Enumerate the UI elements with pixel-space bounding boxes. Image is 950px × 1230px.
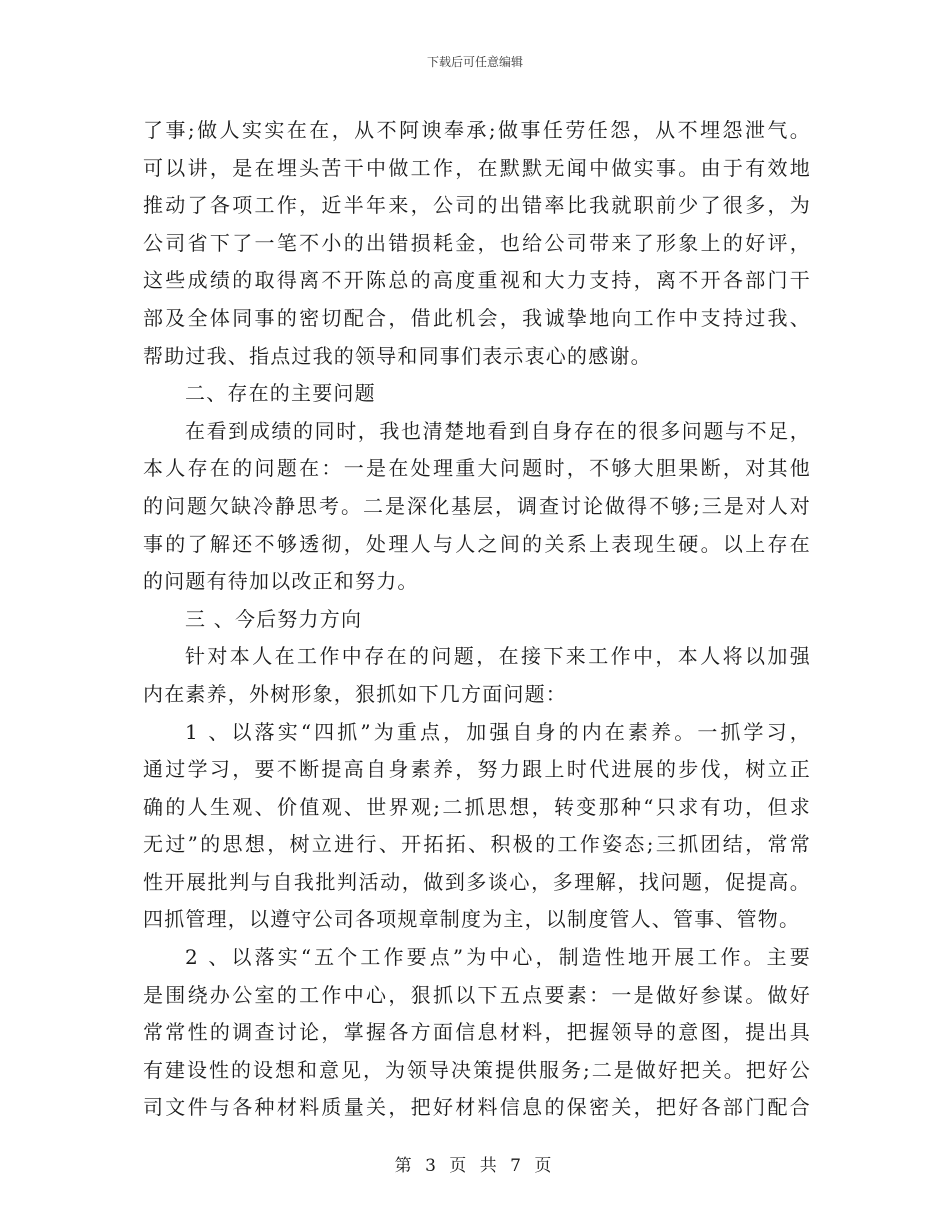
text-line: 2 、以落实“五个工作要点”为中心，制造性地开展工作。主要 [185, 945, 811, 970]
section-heading: 三 、今后努力方向 [185, 606, 363, 631]
text-line: 的问题有待加以改正和努力。 [143, 569, 419, 594]
text-line: 推动了各项工作，近半年来，公司的出错率比我就职前少了很多，为 [143, 193, 811, 218]
page-number-footer: 第 3 页 共 7 页 [394, 1156, 556, 1176]
text-line: 的问题欠缺冷静思考。二是深化基层，调查讨论做得不够;三是对人对 [143, 493, 811, 518]
text-line: 事的了解还不够透彻，处理人与人之间的关系上表现生硬。以上存在 [143, 531, 811, 556]
paragraph-continuation [143, 112, 811, 375]
section-heading: 二、存在的主要问题 [185, 381, 376, 406]
text-line: 帮助过我、指点过我的领导和同事们表示衷心的感谢。 [143, 343, 652, 368]
paragraph-direction-intro [143, 638, 811, 713]
text-line: 司文件与各种材料质量关，把好材料信息的保密关，把好各部门配合 [143, 1095, 811, 1120]
paragraph-item-1 [143, 714, 811, 940]
text-line: 性开展批判与自我批判活动，做到多谈心，多理解，找问题，促提高。 [143, 869, 811, 894]
text-line: 常常性的调查讨论，掌握各方面信息材料，把握领导的意图，提出具 [143, 1020, 811, 1045]
text-line: 四抓管理，以遵守公司各项规章制度为主，以制度管人、管事、管物。 [143, 907, 801, 932]
text-line: 针对本人在工作中存在的问题，在接下来工作中，本人将以加强 [185, 644, 811, 669]
text-line: 通过学习，要不断提高自身素养，努力跟上时代进展的步伐，树立正 [143, 757, 811, 782]
text-line: 1 、以落实“四抓”为重点，加强自身的内在素养。一抓学习， [185, 719, 811, 744]
section-heading-problems [143, 375, 811, 413]
text-line: 内在素养，外树形象，狠抓如下几方面问题： [143, 681, 567, 706]
page-header: 下载后可任意编辑 [426, 55, 523, 69]
text-line: 是围绕办公室的工作中心，狠抓以下五点要素：一是做好参谋。做好 [143, 982, 811, 1007]
text-line: 无过”的思想，树立进行、开拓拓、积极的工作姿态;三抓团结，常常 [143, 832, 811, 857]
section-heading-direction [143, 601, 811, 639]
text-line: 有建设性的设想和意见，为领导决策提供服务;二是做好把关。把好公 [143, 1057, 811, 1082]
text-line: 确的人生观、价值观、世界观;二抓思想，转变那种“只求有功，但求 [143, 794, 811, 819]
paragraph-item-2 [143, 939, 811, 1127]
paragraph-problems [143, 413, 811, 601]
text-line: 部及全体同事的密切配合，借此机会，我诚挚地向工作中支持过我、 [143, 305, 811, 330]
text-line: 在看到成绩的同时，我也清楚地看到自身存在的很多问题与不足， [185, 418, 811, 443]
text-line: 公司省下了一笔不小的出错损耗金，也给公司带来了形象上的好评， [143, 230, 811, 255]
text-line: 这些成绩的取得离不开陈总的高度重视和大力支持，离不开各部门干 [143, 268, 811, 293]
document-body [143, 112, 811, 1127]
text-line: 本人存在的问题在：一是在处理重大问题时，不够大胆果断，对其他 [143, 456, 811, 481]
text-line: 了事;做人实实在在，从不阿谀奉承;做事任劳任怨，从不埋怨泄气。 [143, 118, 811, 142]
text-line: 可以讲，是在埋头苦干中做工作，在默默无闻中做实事。由于有效地 [143, 155, 811, 180]
